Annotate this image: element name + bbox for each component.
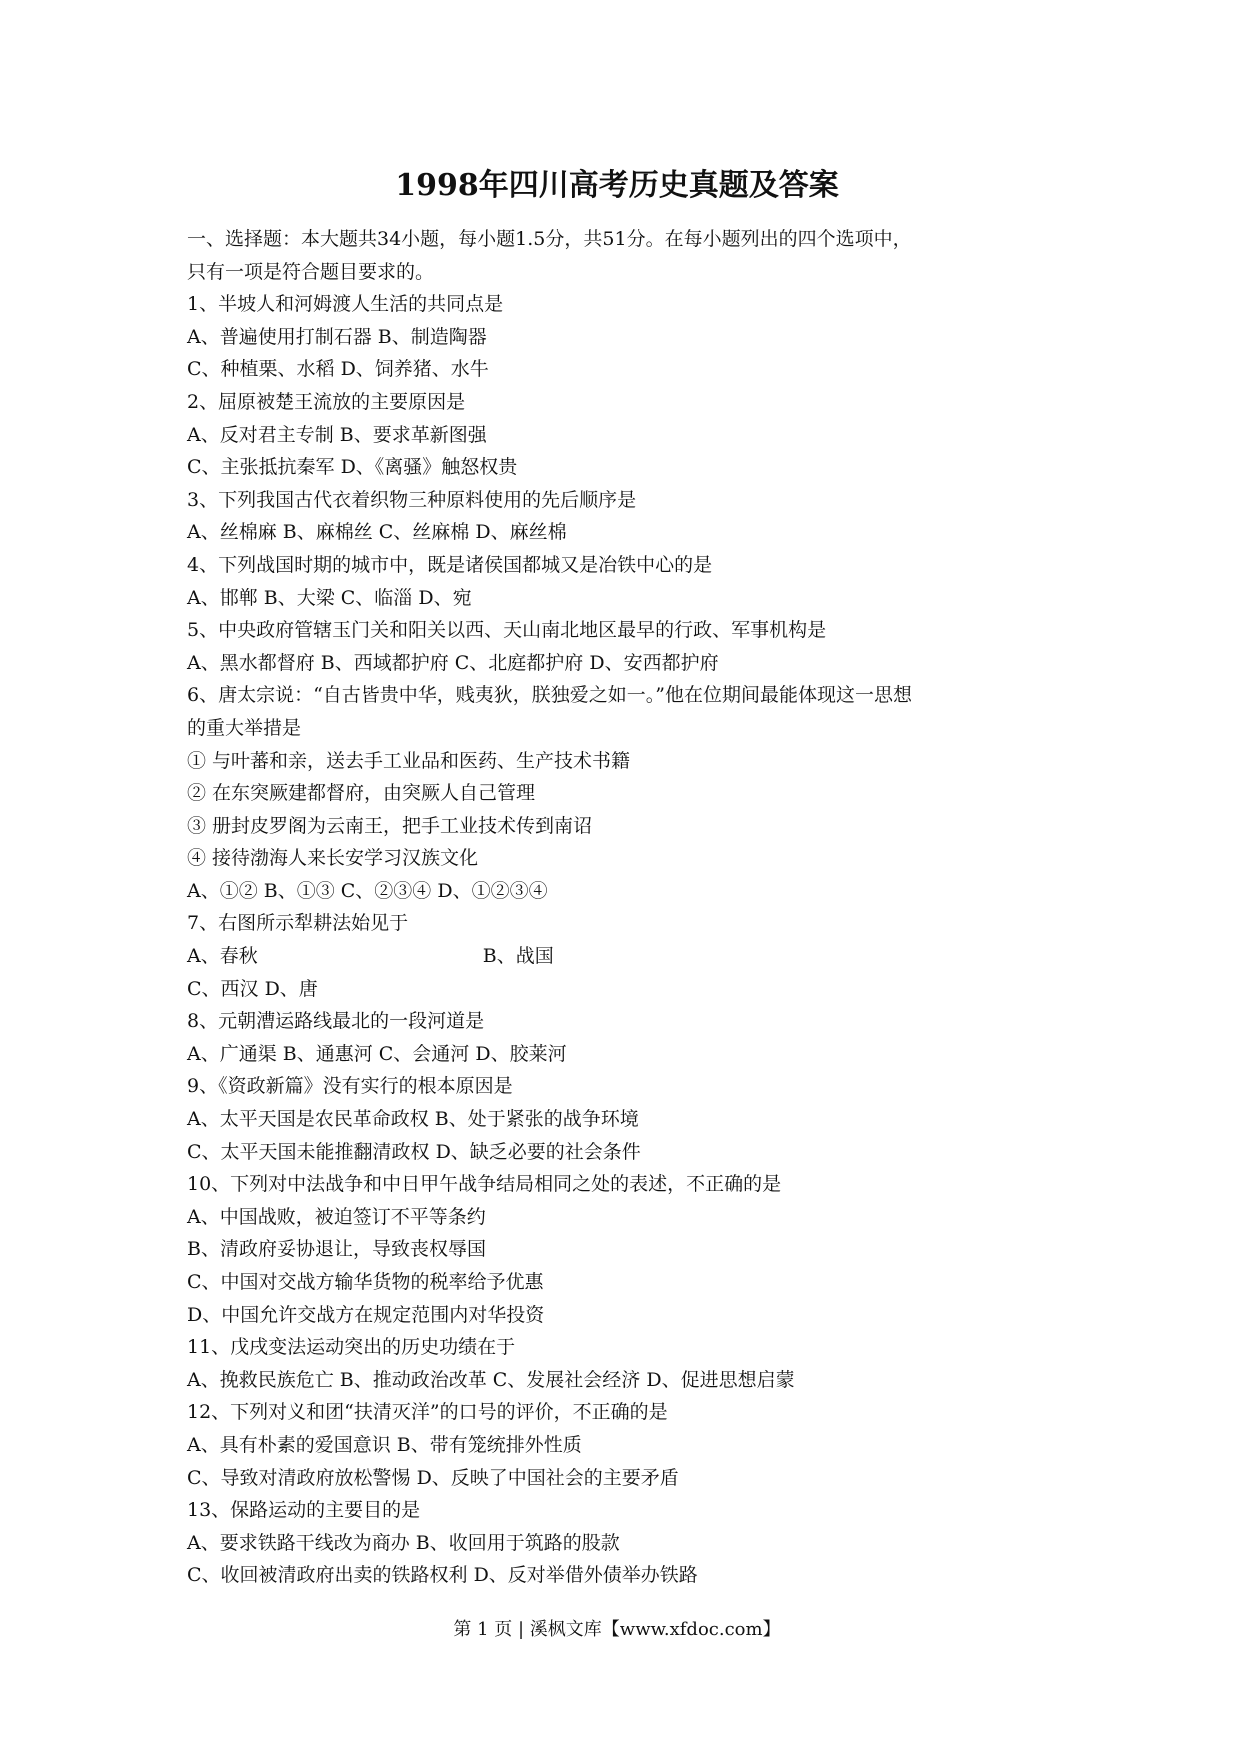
question-stem: 10、下列对中法战争和中日甲午战争结局相同之处的表述，不正确的是	[187, 1173, 782, 1196]
question-option: C、西汉 D、唐	[187, 977, 318, 1000]
question-option: A、太平天国是农民革命政权 B、处于紧张的战争环境	[187, 1108, 639, 1131]
question-stem: 12、下列对义和团“扶清灭洋”的口号的评价，不正确的是	[187, 1401, 668, 1424]
question-stem: 8、元朝漕运路线最北的一段河道是	[187, 1010, 485, 1033]
question-item	[187, 1494, 1057, 1592]
question-option: ② 在东突厥建都督府，由突厥人自己管理	[187, 782, 536, 805]
question-item	[187, 679, 1057, 907]
question-option: C、主张抵抗秦军 D、《离骚》触怒权贵	[187, 456, 518, 479]
question-stem: 4、下列战国时期的城市中，既是诸侯国都城又是冶铁中心的是	[187, 553, 713, 576]
option-right: B、战国	[482, 945, 554, 968]
question-option: C、中国对交战方输华货物的税率给予优惠	[187, 1271, 544, 1293]
question-option: A、反对君主专制 B、要求革新图强	[187, 423, 487, 446]
question-stem: 9、《资政新篇》没有实行的根本原因是	[187, 1075, 513, 1098]
question-option: ① 与叶蕃和亲，送去手工业品和医药、生产技术书籍	[187, 749, 631, 772]
question-item	[187, 484, 1057, 549]
question-item	[187, 386, 1057, 484]
question-option	[187, 940, 1057, 973]
question-item	[187, 288, 1057, 386]
question-option: A、普遍使用打制石器 B、制造陶器	[187, 325, 487, 348]
question-item	[187, 549, 1057, 614]
question-stem: 11、戊戌变法运动突出的历史功绩在于	[187, 1336, 516, 1359]
question-option: A、挽救民族危亡 B、推动政治改革 C、发展社会经济 D、促进思想启蒙	[187, 1368, 795, 1391]
question-option: C、太平天国未能推翻清政权 D、缺乏必要的社会条件	[187, 1140, 641, 1163]
question-list	[187, 288, 1057, 1592]
question-stem: 6、唐太宗说：“自古皆贵中华，贱夷狄，朕独爱之如一。”他在位期间最能体现这一思想	[187, 684, 913, 707]
question-option: A、中国战败，被迫签订不平等条约	[187, 1205, 486, 1228]
question-option: B、清政府妥协退让，导致丧权辱国	[187, 1238, 486, 1261]
question-stem: 2、屈原被楚王流放的主要原因是	[187, 390, 466, 413]
option-left: A、春秋	[187, 945, 258, 968]
question-item	[187, 1168, 1057, 1331]
question-option: C、导致对清政府放松警惕 D、反映了中国社会的主要矛盾	[187, 1466, 679, 1489]
question-option: A、广通渠 B、通惠河 C、会通河 D、胶莱河	[187, 1042, 567, 1065]
question-option: ③ 册封皮罗阁为云南王，把手工业技术传到南诏	[187, 814, 593, 837]
question-option: C、种植栗、水稻 D、饲养猪、水牛	[187, 358, 489, 381]
question-stem: 7、右图所示犁耕法始见于	[187, 912, 409, 935]
question-option: A、①② B、①③ C、②③④ D、①②③④	[187, 879, 548, 902]
question-option: ④ 接待渤海人来长安学习汉族文化	[187, 847, 479, 870]
question-option: A、黑水都督府 B、西域都护府 C、北庭都护府 D、安西都护府	[187, 651, 719, 674]
question-item	[187, 907, 1057, 1005]
question-stem: 13、保路运动的主要目的是	[187, 1499, 421, 1522]
question-option: A、要求铁路干线改为商办 B、收回用于筑路的股款	[187, 1531, 620, 1554]
question-stem: 1、半坡人和河姆渡人生活的共同点是	[187, 293, 504, 316]
question-item	[187, 1396, 1057, 1494]
question-option: C、收回被清政府出卖的铁路权利 D、反对举借外债举办铁路	[187, 1564, 698, 1587]
section-intro-line-2: 只有一项是符合题目要求的。	[187, 260, 435, 283]
question-option: D、中国允许交战方在规定范围内对华投资	[187, 1303, 545, 1326]
exam-body	[187, 223, 1057, 1592]
page-footer: 第 1 页 | 溪枫文库【www.xfdoc.com】	[453, 1619, 781, 1640]
question-option: A、邯郸 B、大梁 C、临淄 D、宛	[187, 586, 472, 609]
question-item	[187, 1005, 1057, 1070]
question-option: A、丝棉麻 B、麻棉丝 C、丝麻棉 D、麻丝棉	[187, 521, 567, 544]
question-item	[187, 1331, 1057, 1396]
question-stem: 3、下列我国古代衣着织物三种原料使用的先后顺序是	[187, 488, 637, 511]
question-stem: 5、中央政府管辖玉门关和阳关以西、天山南北地区最早的行政、军事机构是	[187, 619, 827, 642]
question-option: A、具有朴素的爱国意识 B、带有笼统排外性质	[187, 1433, 582, 1456]
question-stem: 的重大举措是	[187, 716, 302, 739]
section-intro-line-1: 一、选择题：本大题共34小题，每小题1.5分，共51分。在每小题列出的四个选项中，	[187, 228, 912, 250]
question-item	[187, 1070, 1057, 1168]
page-title: 1998年四川高考历史真题及答案	[395, 168, 839, 203]
question-item	[187, 614, 1057, 679]
